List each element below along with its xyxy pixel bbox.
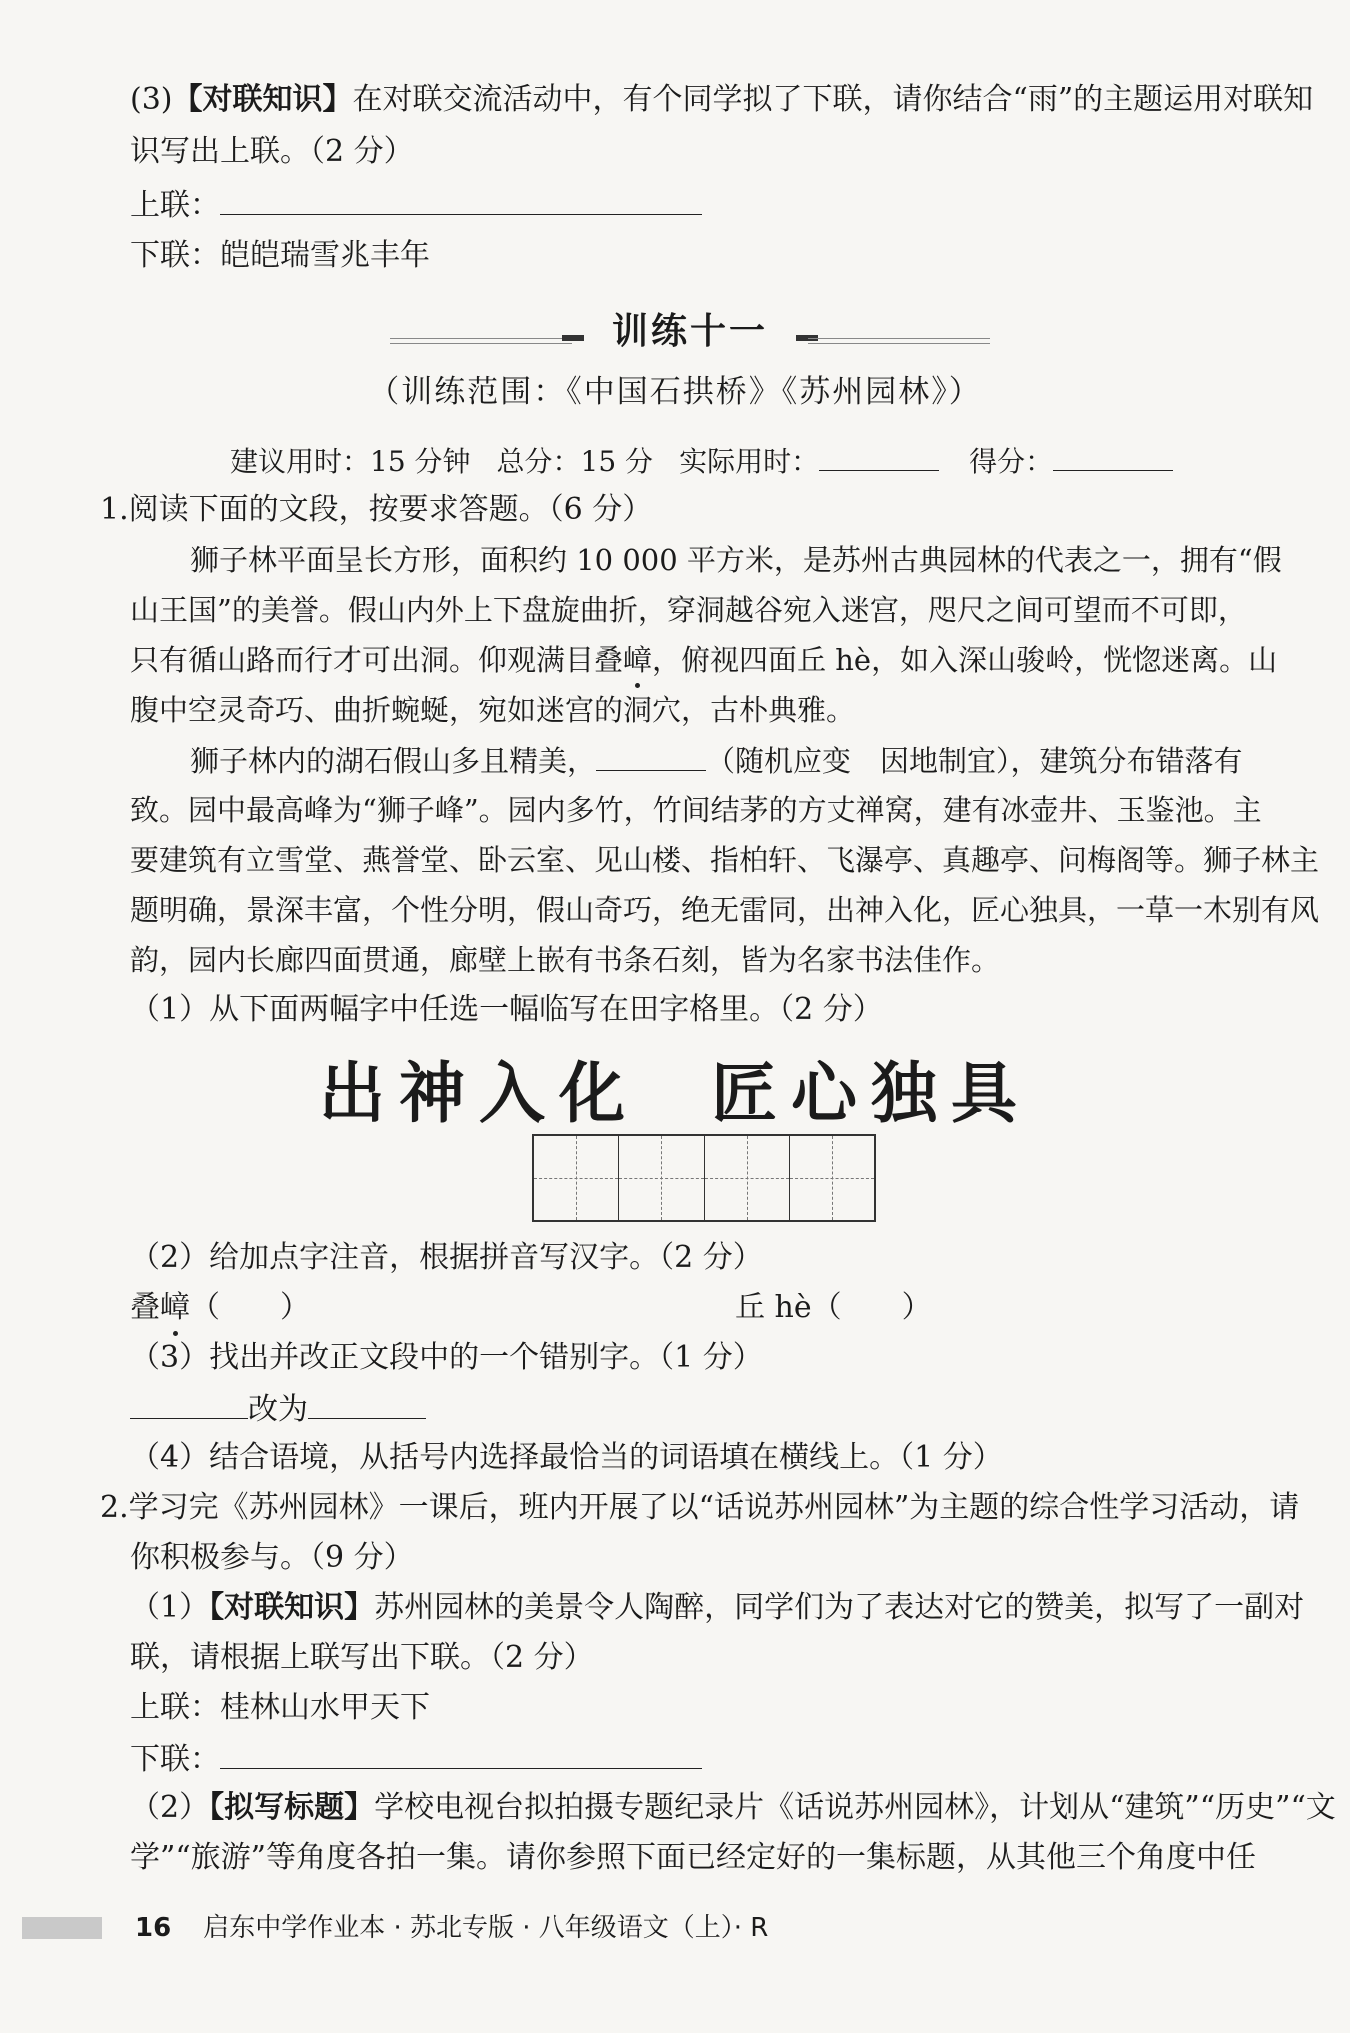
upper-couplet-row (130, 184, 702, 226)
footer-bar (22, 1917, 102, 1939)
answer-char: 叠 (130, 1290, 160, 1325)
grid-cell[interactable] (790, 1136, 874, 1220)
section-title: 训练十一 (611, 311, 768, 352)
wrong-char-blank[interactable] (130, 1388, 248, 1419)
passage-text: ，俯视四面丘 hè，如入深山骏岭，恍惚迷离。山 (652, 643, 1278, 677)
upper-couplet-blank[interactable] (220, 184, 702, 215)
upper-text: 桂林山水甲天下 (220, 1690, 430, 1725)
grid-cell[interactable] (705, 1136, 790, 1220)
q1-passage-line: 腹中空灵奇巧、曲折蜿蜒，宛如迷宫的洞穴，古朴典雅。 (130, 693, 856, 727)
lower-couplet-row (130, 236, 430, 276)
score-blank[interactable] (1053, 440, 1173, 471)
q3-line1 (130, 80, 1313, 120)
q2-s2-tag: 【拟写标题】 (209, 1790, 375, 1825)
q1-passage-line: 题明确，景深丰富，个性分明，假山奇巧，绝无雷同，出神入化，匠心独具，一草一木别有风 (130, 893, 1320, 927)
grid-cell[interactable] (534, 1136, 619, 1220)
q2-stem-line1: 2.学习完《苏州园林》一课后，班内开展了以“话说苏州园林”为主题的综合性学习活动，请 (100, 1490, 1300, 1525)
page-footer (135, 1910, 768, 1946)
time-score-row (230, 440, 1173, 482)
q3-tag: 【对联知识】 (172, 82, 353, 117)
q1-sub3: （3）找出并改正文段中的一个错别字。（1 分） (130, 1340, 763, 1375)
title-rule-right (808, 338, 990, 344)
pinyin-answer-slot[interactable]: （ ） (190, 1290, 310, 1325)
q1-sub1: （1）从下面两幅字中任选一幅临写在田字格里。（2 分） (130, 992, 883, 1027)
correct-char-blank[interactable] (308, 1388, 426, 1419)
actual-time-blank[interactable] (819, 440, 939, 471)
calligraphy-sample-1: 出神入化 (319, 1054, 639, 1132)
q2-stem-line2: 你积极参与。（9 分） (130, 1540, 414, 1575)
upper-label: 上联： (130, 1690, 220, 1725)
training-scope: （训练范围：《中国石拱桥》《苏州园林》） (368, 374, 982, 410)
q1-stem: 1.阅读下面的文段，按要求答题。（6 分） (100, 492, 653, 527)
passage-text: 狮子林内的湖石假山多且精美， (190, 744, 597, 778)
total-score: 总分：15 分 (496, 445, 654, 478)
q2-lower-couplet (130, 1738, 702, 1780)
calligraphy-sample-2: 匠心独具 (711, 1054, 1031, 1132)
grid-cell[interactable] (619, 1136, 704, 1220)
q2-s2-line2: 学”“旅游”等角度各拍一集。请你参照下面已经定好的一集标题，从其他三个角度中任 (130, 1840, 1257, 1875)
lower-couplet-blank[interactable] (220, 1738, 702, 1769)
dotted-char: 嶂 (160, 1288, 190, 1328)
dotted-char: 嶂 (623, 640, 652, 680)
change-to-label: 改为 (248, 1392, 308, 1427)
q1-sub2: （2）给加点字注音，根据拼音写汉字。（2 分） (130, 1240, 763, 1275)
q1-passage-line: 致。园中最高峰为“狮子峰”。园内多竹，竹间结茅的方丈禅窝，建有冰壶井、玉鉴池。主 (130, 793, 1262, 827)
suggested-time: 建议用时：15 分钟 (230, 445, 471, 478)
q3-prefix: (3) (130, 82, 173, 117)
q1-passage-line: 要建筑有立雪堂、燕誉堂、卧云室、见山楼、指柏轩、飞瀑亭、真趣亭、问梅阁等。狮子林主 (130, 843, 1320, 877)
section-title-block (390, 302, 990, 362)
q1-sub4: （4）结合语境，从括号内选择最恰当的词语填在横线上。（1 分） (130, 1440, 1003, 1475)
actual-time-label: 实际用时： (679, 445, 820, 478)
q3-text-1: 在对联交流活动中，有个同学拟了下联，请你结合“雨”的主题运用对联知 (352, 82, 1314, 117)
q1-passage-line (130, 640, 1277, 680)
q1-passage-line: 狮子林平面呈长方形，面积约 10 000 平方米，是苏州古典园林的代表之一，拥有“假 (190, 543, 1282, 577)
q1-passage-line (190, 740, 1243, 781)
score-label: 得分： (969, 445, 1054, 478)
tianzige-grid[interactable] (532, 1134, 876, 1222)
q1-passage-line: 韵，园内长廊四面贯通，廊壁上嵌有书条石刻，皆为名家书法佳作。 (130, 943, 1001, 977)
lower-couplet-label: 下联： (130, 238, 220, 273)
q2-s1-line1 (130, 1588, 1304, 1628)
q2-s1-tag: 【对联知识】 (209, 1590, 375, 1625)
q1-sub3-answer (130, 1388, 426, 1430)
page-number: 16 (135, 1913, 172, 1943)
q2-upper-couplet (130, 1688, 430, 1728)
book-title: 启东中学作业本 · 苏北专版 · 八年级语文（上）· R (203, 1913, 769, 1943)
upper-couplet-label: 上联： (130, 188, 220, 223)
q2-s2-line1 (130, 1788, 1336, 1828)
word-choice-blank[interactable] (596, 740, 706, 771)
lower-couplet-text: 皑皑瑞雪兆丰年 (220, 238, 430, 273)
sub-text: 苏州园林的美景令人陶醉，同学们为了表达对它的赞美，拟写了一副对 (374, 1590, 1305, 1625)
passage-text: 只有循山路而行才可出洞。仰观满目叠 (130, 643, 624, 677)
sub-prefix: （1） (130, 1590, 210, 1625)
passage-text: （随机应变 因地制宜），建筑分布错落有 (706, 744, 1243, 778)
sub-prefix: （2） (130, 1790, 210, 1825)
calligraphy-samples (0, 1040, 1350, 1135)
q1-passage-line: 山王国”的美誉。假山内外上下盘旋曲折，穿洞越谷宛入迷宫，咫尺之间可望而不可即， (130, 593, 1247, 627)
lower-label: 下联： (130, 1742, 220, 1777)
q3-text-2: 识写出上联。（2 分） (130, 134, 414, 169)
q2-s1-line2: 联，请根据上联写出下联。（2 分） (130, 1640, 594, 1675)
sub-text: 学校电视台拟拍摄专题纪录片《话说苏州园林》，计划从“建筑”“历史”“文 (374, 1790, 1336, 1825)
q1-sub2-answer-b[interactable]: 丘 hè（ ） (735, 1290, 932, 1325)
q1-sub2-answer-a (130, 1288, 310, 1328)
